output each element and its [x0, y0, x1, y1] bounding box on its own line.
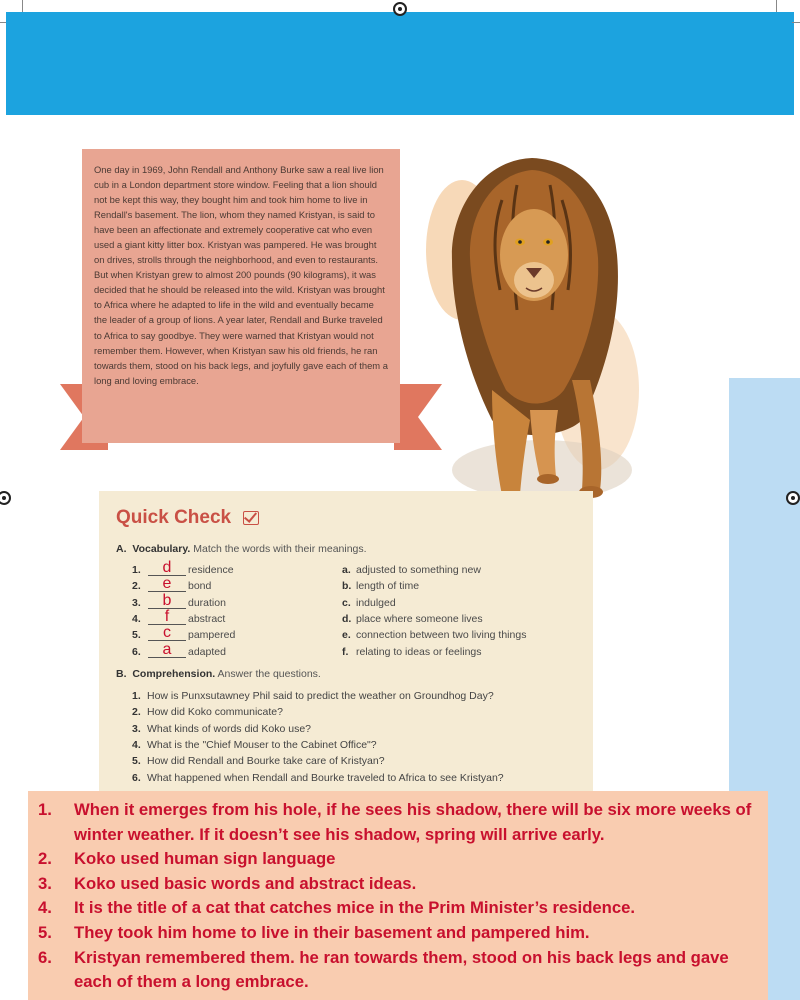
- question-text: What kinds of words did Koko use?: [147, 723, 312, 735]
- handwritten-answer: d: [162, 559, 172, 576]
- item-number: 6.: [132, 646, 141, 658]
- section-title: Vocabulary.: [132, 543, 191, 555]
- meaning-text: length of time: [356, 580, 420, 592]
- answer-item: [38, 872, 762, 897]
- meaning-text: adjusted to something new: [356, 564, 481, 576]
- vocab-word: abstract: [188, 613, 226, 625]
- meaning-letter: c.: [342, 597, 351, 609]
- meaning-letter: e.: [342, 629, 351, 641]
- question-number: 6.: [132, 772, 141, 784]
- answer-item: [38, 847, 762, 872]
- item-number: 1.: [132, 564, 141, 576]
- question-item: [132, 739, 377, 755]
- vocab-item: [132, 608, 572, 628]
- handwritten-answer: c: [163, 624, 171, 641]
- answer-number: 4.: [38, 898, 52, 918]
- story-panel: [82, 149, 400, 443]
- answer-item: [38, 946, 762, 995]
- crop-mark: [0, 22, 6, 23]
- vocab-item: [132, 641, 572, 661]
- question-item: [132, 723, 311, 739]
- handwritten-answer: a: [162, 641, 172, 658]
- section-letter: B.: [116, 668, 127, 680]
- answer-item: [38, 896, 762, 921]
- section-letter: A.: [116, 543, 127, 555]
- story-text: One day in 1969, John Rendall and Anthony Burke saw a real live lion cub in a London department store window. Feeling that a lion should not be kept this way, they bought him and took him home to live in Rendall's basement. The lion, whom they named Kristyan, is said to have been an affectionate and extremely cooperative cat who even used a giant kitty litter box. Kristyan was pampered. He was brought on drives, strolls through the neighborhood, and even to restaurants. But when Kristyan grew to almost 200 pounds (90 kilograms), it was decided that he should be released into the wild. Kristyan was brought to Africa where he adapted to life in the wild and eventually became the leader of a group of lions. A year later, Rendall and Burke traveled to Africa to say goodbye. They were warned that Kristyan would not remember them. However, when Kristyan saw his old friends, he ran towards them, stood on his back legs, and joyfully gave each of them a long and loving embrace.: [94, 164, 388, 386]
- vocab-word: residence: [188, 564, 234, 576]
- item-number: 3.: [132, 597, 141, 609]
- vocab-item: [132, 559, 572, 579]
- answer-number: 3.: [38, 873, 52, 893]
- registration-mark-left: [0, 491, 11, 505]
- answer-text: When it emerges from his hole, if he sees his shadow, there will be six more weeks of winter weather. If it doesn’t see his shadow, spring will arrive early.: [74, 800, 752, 844]
- section-instruction: Match the words with their meanings.: [190, 543, 367, 555]
- item-number: 5.: [132, 629, 141, 641]
- answer-number: 2.: [38, 849, 52, 869]
- vocab-word: adapted: [188, 646, 226, 658]
- answer-text: It is the title of a cat that catches mice in the Prim Minister’s residence.: [74, 898, 636, 918]
- handwritten-answer: b: [162, 592, 172, 609]
- registration-mark-top: [393, 2, 407, 16]
- question-number: 4.: [132, 739, 141, 751]
- answer-text: Koko used human sign language: [74, 849, 336, 869]
- meaning-text: place where someone lives: [356, 613, 483, 625]
- item-number: 4.: [132, 613, 141, 625]
- registration-mark-right: [786, 491, 800, 505]
- question-number: 1.: [132, 690, 141, 702]
- question-text: How did Rendall and Bourke take care of Kristyan?: [147, 755, 385, 767]
- answers-panel: [28, 791, 768, 1000]
- answer-number: 5.: [38, 922, 52, 942]
- meaning-letter: b.: [342, 580, 352, 592]
- answer-text: They took him home to live in their basement and pampered him.: [74, 922, 590, 942]
- crop-mark: [22, 0, 23, 12]
- question-number: 5.: [132, 755, 141, 767]
- section-title: Comprehension.: [132, 668, 216, 680]
- crop-mark: [776, 0, 777, 12]
- question-text: How did Koko communicate?: [147, 706, 283, 718]
- comprehension-heading: [116, 668, 321, 680]
- vocab-word: bond: [188, 580, 212, 592]
- meaning-text: relating to ideas or feelings: [356, 646, 482, 658]
- vocab-word: pampered: [188, 629, 236, 641]
- question-number: 3.: [132, 723, 141, 735]
- meaning-letter: d.: [342, 613, 352, 625]
- answer-number: 1.: [38, 800, 52, 819]
- lion-illustration: [422, 140, 642, 512]
- question-item: [132, 772, 504, 788]
- question-number: 2.: [132, 706, 141, 718]
- question-item: [132, 706, 283, 722]
- vocab-word: duration: [188, 597, 226, 609]
- answer-item: [38, 921, 762, 946]
- question-item: [132, 755, 385, 771]
- vocab-item: [132, 592, 572, 612]
- top-color-band: [6, 12, 794, 115]
- answer-number: 6.: [38, 947, 52, 967]
- meaning-letter: a.: [342, 564, 351, 576]
- question-text: What is the "Chief Mouser to the Cabinet Office"?: [147, 739, 377, 751]
- answer-text: Koko used basic words and abstract ideas.: [74, 873, 417, 893]
- crop-mark: [792, 22, 800, 23]
- vocabulary-heading: [116, 543, 367, 555]
- meaning-text: indulged: [356, 597, 396, 609]
- handwritten-answer: f: [164, 608, 170, 625]
- quick-check-title: Quick Check: [116, 507, 232, 528]
- answer-item: [38, 798, 762, 847]
- question-text: How is Punxsutawney Phil said to predict the weather on Groundhog Day?: [147, 690, 494, 702]
- checkbox-icon: [243, 511, 259, 525]
- section-instruction: Answer the questions.: [215, 668, 321, 680]
- item-number: 2.: [132, 580, 141, 592]
- answer-text: Kristyan remembered them. he ran towards them, stood on his back legs and gave each of them a long embrace.: [74, 947, 729, 992]
- meaning-text: connection between two living things: [356, 629, 527, 641]
- handwritten-answer: e: [162, 575, 172, 592]
- question-item: [132, 690, 494, 706]
- vocab-item: [132, 575, 572, 595]
- vocab-item: [132, 624, 572, 644]
- question-text: What happened when Rendall and Bourke traveled to Africa to see Kristyan?: [147, 772, 504, 784]
- meaning-letter: f.: [342, 646, 349, 658]
